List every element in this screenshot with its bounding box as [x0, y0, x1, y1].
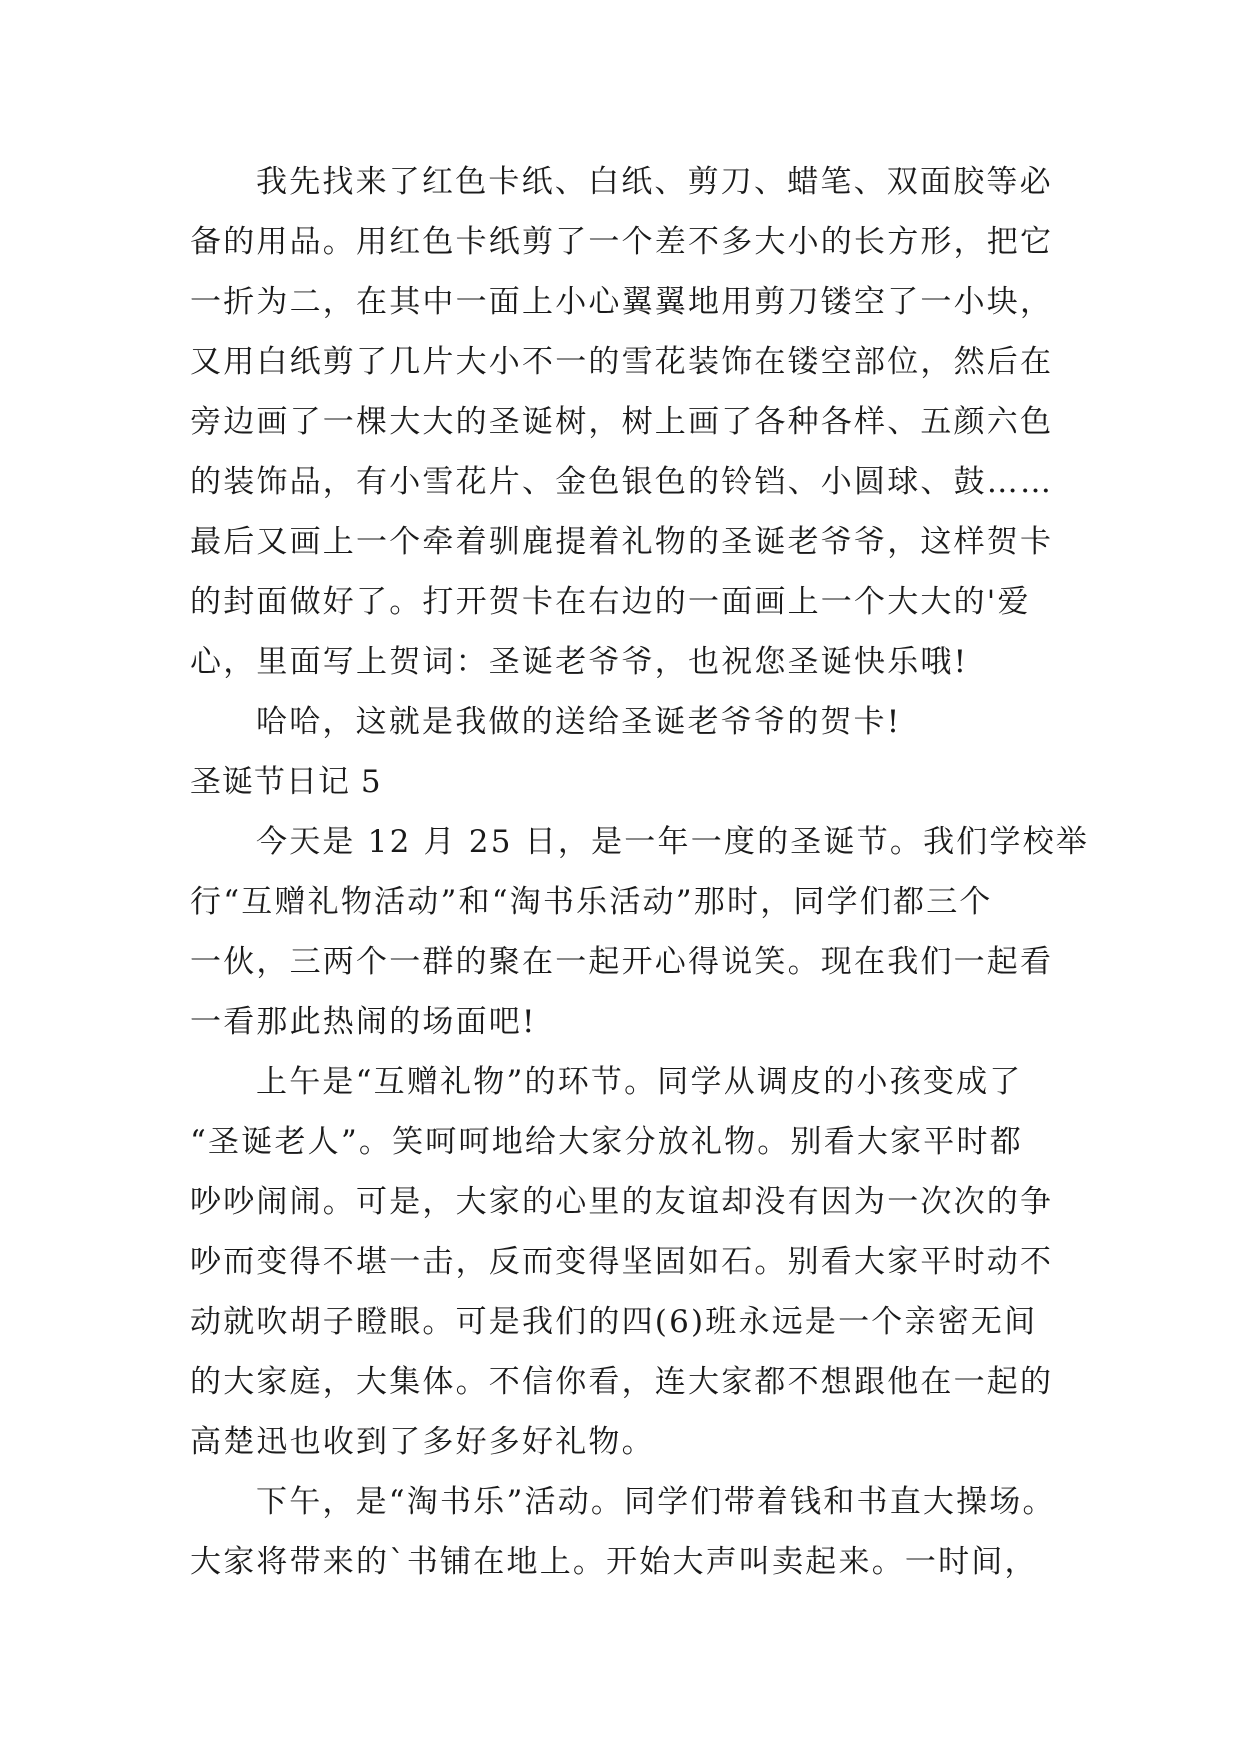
text-line: 高楚迅也收到了多好多好礼物。	[190, 1424, 655, 1460]
text-line: 的装饰品，有小雪花片、金色银色的铃铛、小圆球、鼓……	[190, 464, 1054, 500]
text-line: 心，里面写上贺词：圣诞老爷爷，也祝您圣诞快乐哦!	[190, 644, 969, 680]
document-body	[190, 152, 1090, 1592]
paragraph	[190, 152, 1070, 692]
text-line: “圣诞老人”。笑呵呵地给大家分放礼物。别看大家平时都	[190, 1124, 1023, 1160]
text-line: 大家将带来的`书铺在地上。开始大声叫卖起来。一时间，	[190, 1544, 1038, 1580]
paragraph	[190, 1052, 1070, 1472]
text-line: 的封面做好了。打开贺卡在右边的一面画上一个大大的'爱	[190, 584, 1031, 620]
text-line: 旁边画了一棵大大的圣诞树，树上画了各种各样、五颜六色	[190, 404, 1054, 440]
text-line: 吵吵闹闹。可是，大家的心里的友谊却没有因为一次次的争	[190, 1184, 1054, 1220]
text-line: 哈哈，这就是我做的送给圣诞老爷爷的贺卡!	[256, 704, 902, 740]
text-line: 一伙，三两个一群的聚在一起开心得说笑。现在我们一起看	[190, 944, 1054, 980]
text-line: 我先找来了红色卡纸、白纸、剪刀、蜡笔、双面胶等必	[256, 164, 1053, 200]
text-line: 吵而变得不堪一击，反而变得坚固如石。别看大家平时动不	[190, 1244, 1054, 1280]
text-line: 一折为二，在其中一面上小心翼翼地用剪刀镂空了一小块，	[190, 284, 1054, 320]
text-line: 行“互赠礼物活动”和“淘书乐活动”那时，同学们都三个	[190, 884, 993, 920]
text-line: 一看那此热闹的场面吧!	[190, 1004, 537, 1040]
text-line: 动就吹胡子瞪眼。可是我们的四(6)班永远是一个亲密无间	[190, 1304, 1038, 1340]
text-line: 下午，是“淘书乐”活动。同学们带着钱和书直大操场。	[256, 1484, 1056, 1520]
heading-text: 圣诞节日记 5	[190, 764, 382, 800]
section-heading	[190, 752, 1070, 812]
text-line: 的大家庭，大集体。不信你看，连大家都不想跟他在一起的	[190, 1364, 1054, 1400]
text-line: 今天是 12 月 25 日，是一年一度的圣诞节。我们学校举	[256, 824, 1090, 860]
paragraph	[190, 812, 1090, 1052]
paragraph	[190, 1472, 1070, 1592]
paragraph	[190, 692, 1070, 752]
text-line: 上午是“互赠礼物”的环节。同学从调皮的小孩变成了	[256, 1064, 1023, 1100]
text-line: 备的用品。用红色卡纸剪了一个差不多大小的长方形，把它	[190, 224, 1054, 260]
text-line: 最后又画上一个牵着驯鹿提着礼物的圣诞老爷爷，这样贺卡	[190, 524, 1054, 560]
text-line: 又用白纸剪了几片大小不一的雪花装饰在镂空部位，然后在	[190, 344, 1054, 380]
